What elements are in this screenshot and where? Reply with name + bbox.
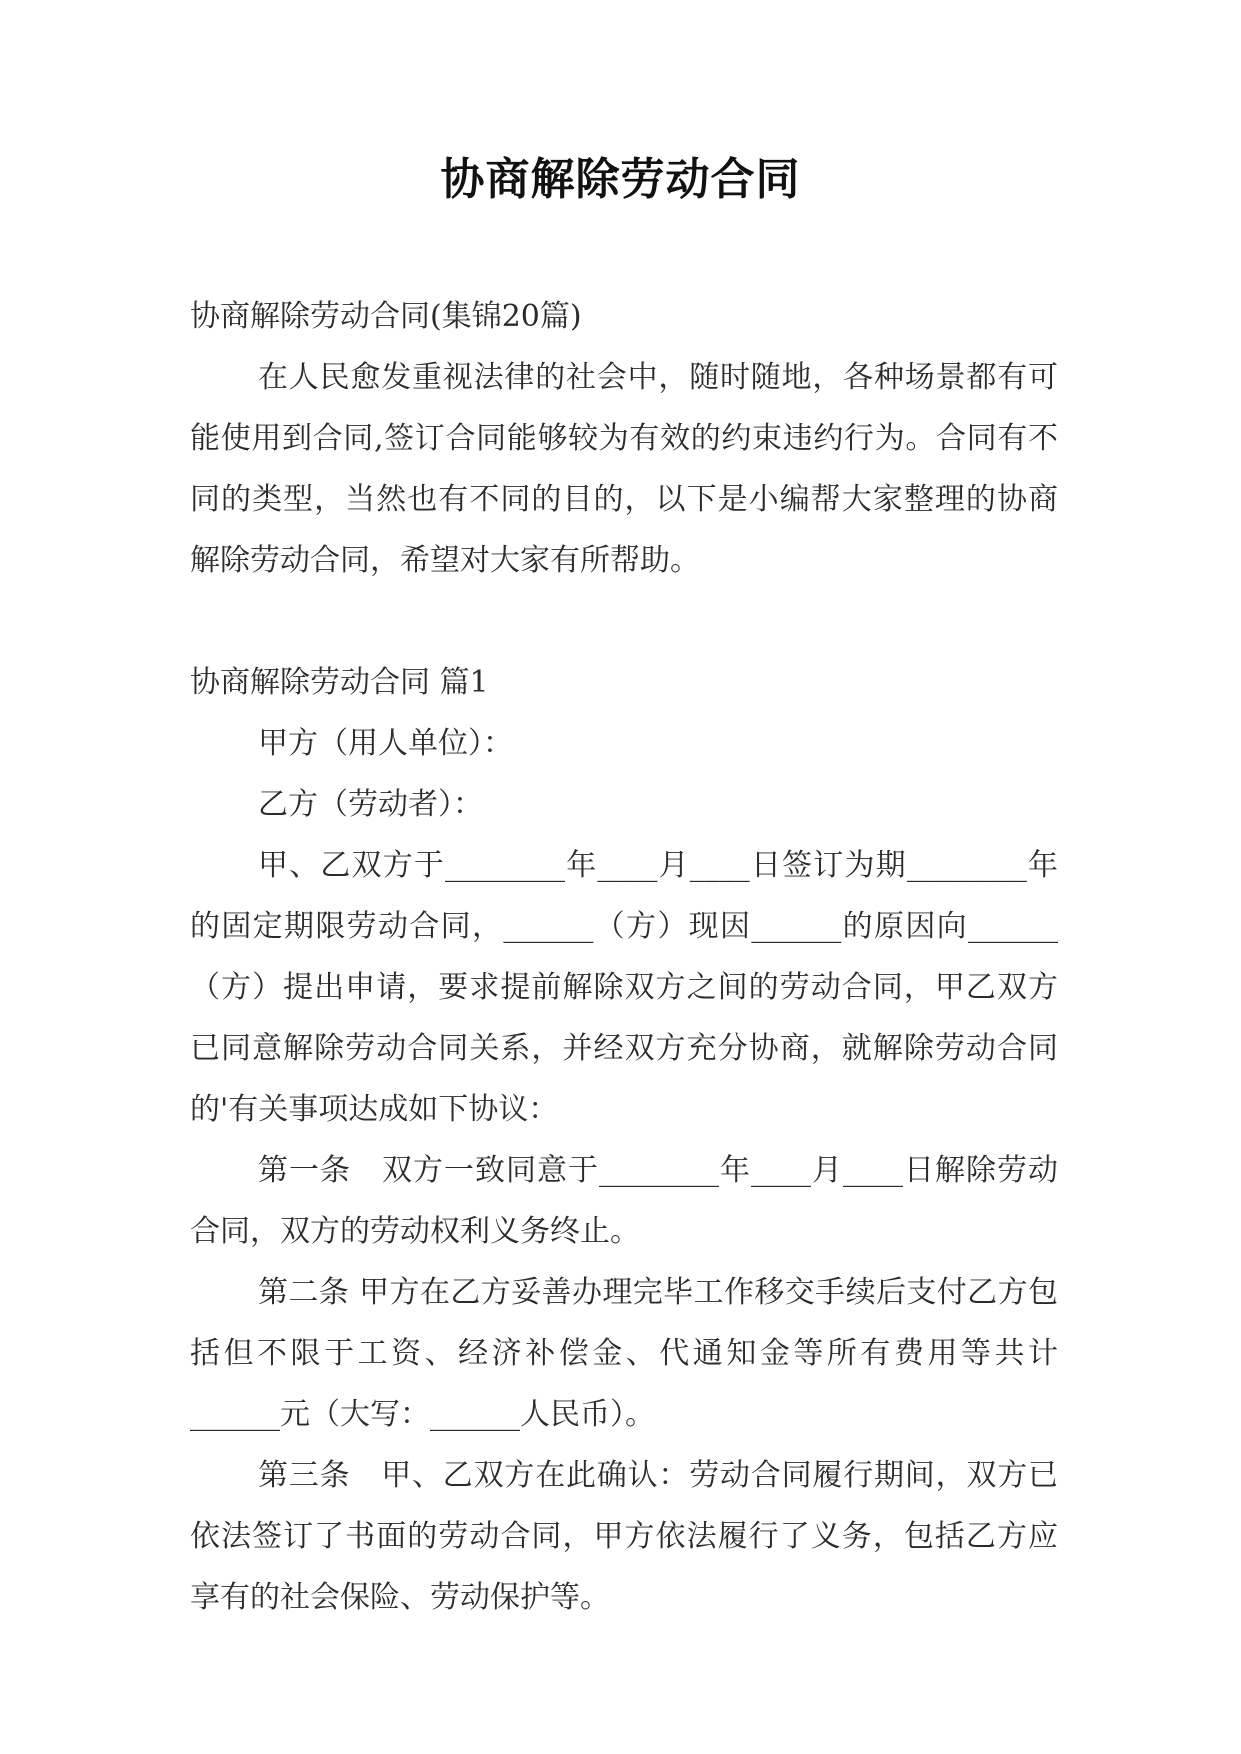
intro-paragraph: 在人民愈发重视法律的社会中，随时随地，各种场景都有可能使用到合同,签订合同能够较为有效的约束违约行为。合同有不同的类型，当然也有不同的目的，以下是小编帮大家整理的协商解除劳动合同，希望对大家有所帮助。 — [190, 360, 1058, 578]
section-title: 协商解除劳动合同 篇1 — [190, 665, 489, 700]
document-title: 协商解除劳动合同 — [440, 154, 801, 205]
party-a-line: 甲方（用人单位）： — [258, 726, 513, 761]
document-subtitle: 协商解除劳动合同(集锦20篇) — [190, 299, 582, 334]
party-b-line: 乙方（劳动者）： — [258, 787, 483, 822]
article-2-paragraph: 第二条 甲方在乙方妥善办理完毕工作移交手续后支付乙方包括但不限于工资、经济补偿金、代通知金等所有费用等共计______元（大写：______人民币）。 — [190, 1275, 1058, 1432]
article-3-paragraph: 第三条 甲、乙双方在此确认：劳动合同履行期间，双方已依法签订了书面的劳动合同，甲方依法履行了义务，包括乙方应享有的社会保险、劳动保护等。 — [190, 1458, 1058, 1615]
document-body — [190, 286, 1058, 1628]
contract-paragraph: 甲、乙双方于________年____月____日签订为期________年的固定期限劳动合同，______（方）现因______的原因向______（方）提出申请，要求提前解除双方之间的劳动合同，甲乙双方已同意解除劳动合同关系，并经双方充分协商，就解除劳动合同的'有关事项达成如下协议： — [190, 848, 1058, 1127]
article-1-paragraph: 第一条 双方一致同意于________年____月____日解除劳动合同，双方的劳动权利义务终止。 — [190, 1153, 1058, 1249]
